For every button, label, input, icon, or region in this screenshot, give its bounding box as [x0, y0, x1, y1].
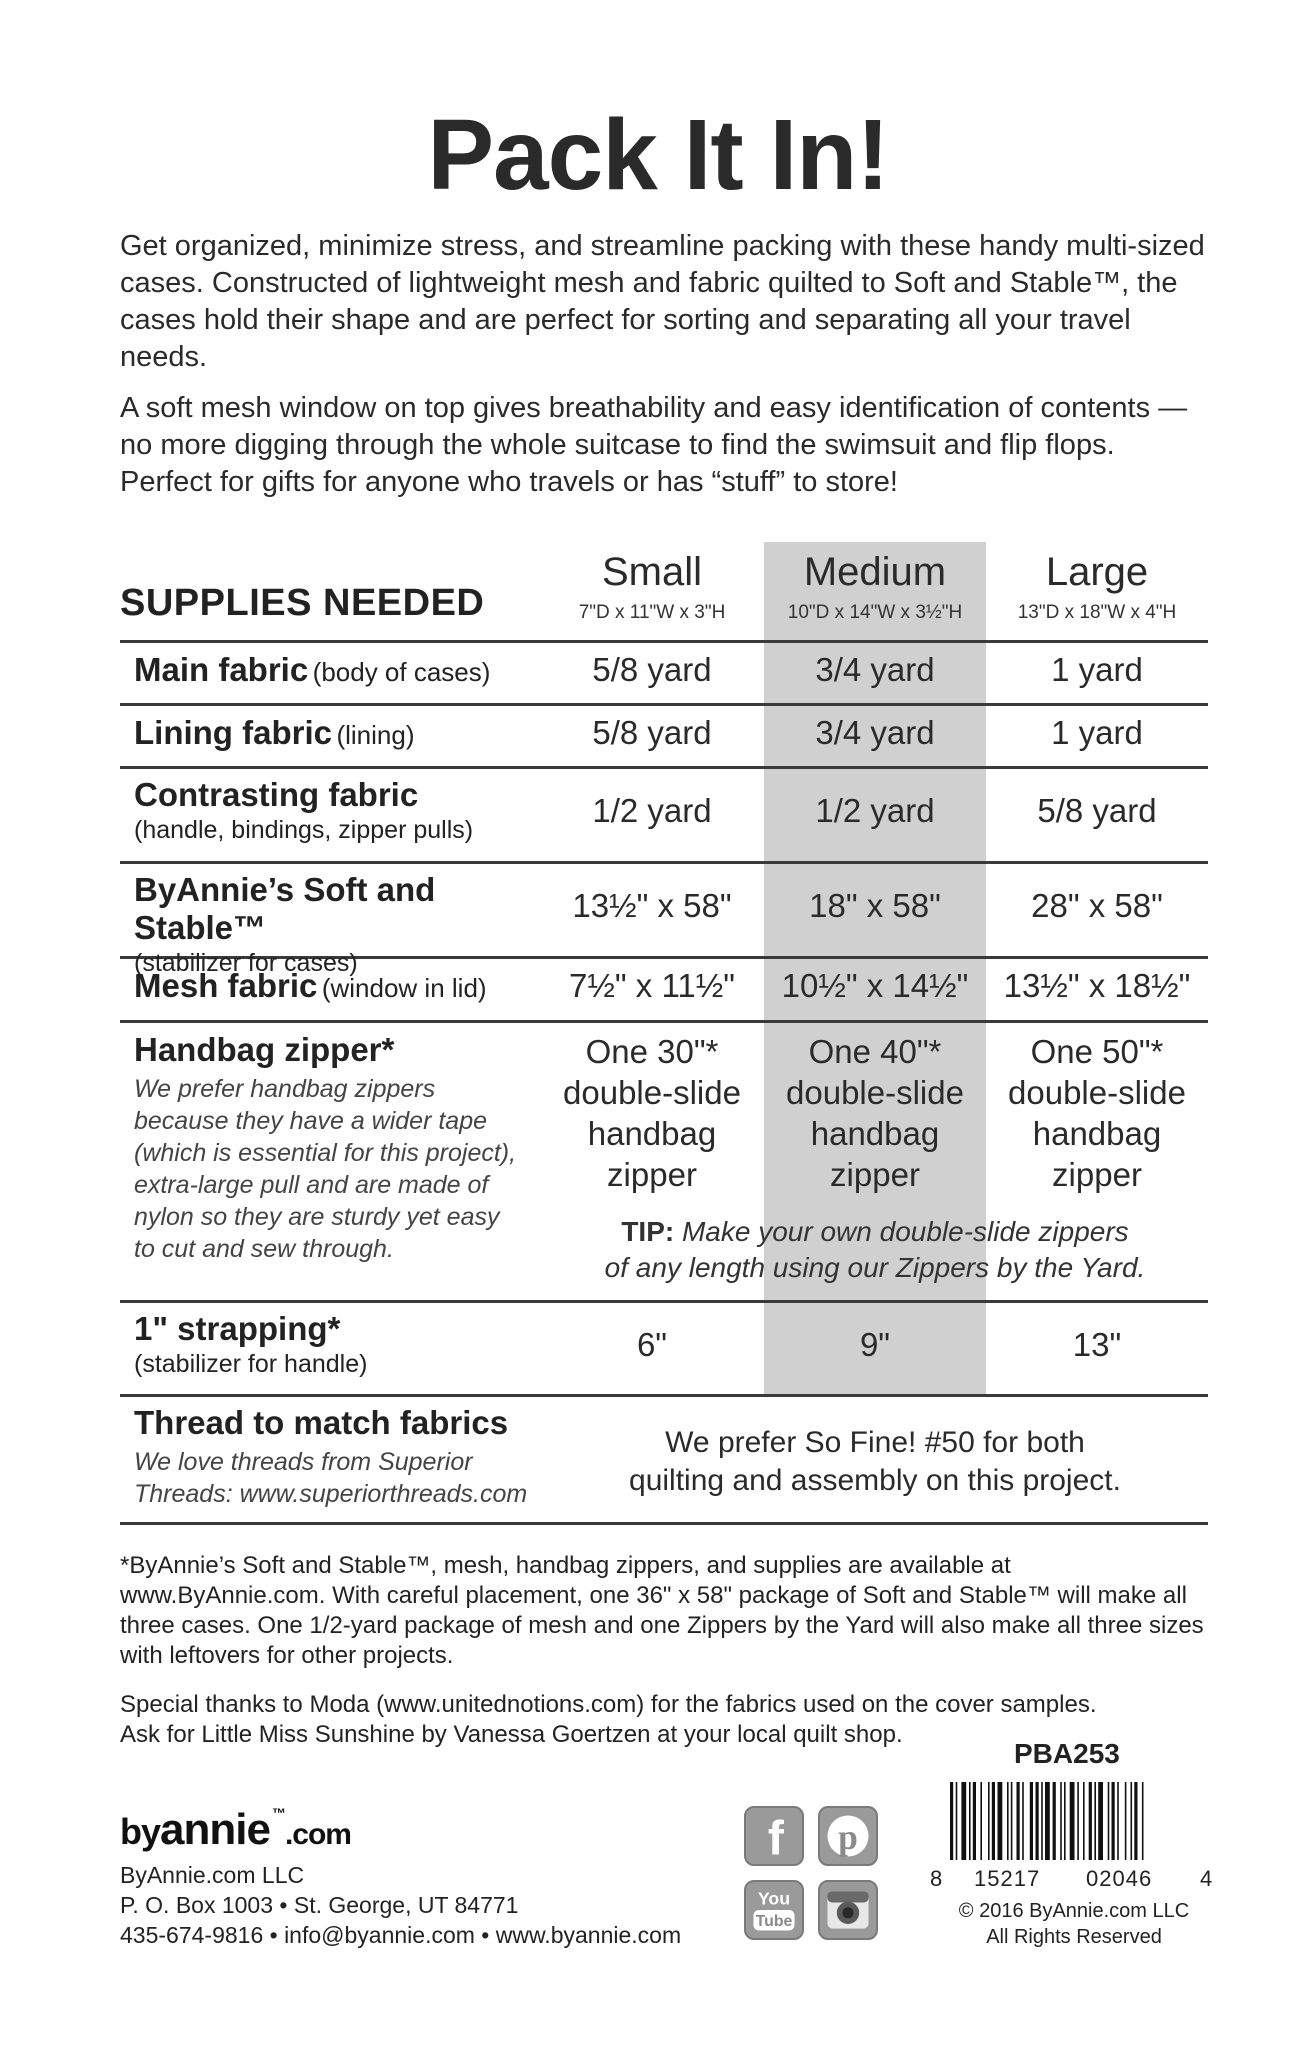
thread-line-1: We prefer So Fine! #50 for both [665, 1426, 1085, 1459]
table-rule [120, 1394, 1208, 1397]
barcode-bar [1053, 1782, 1056, 1860]
cell-contrasting-medium: 1/2 yard [815, 792, 935, 829]
row-label-mesh-fabric [134, 967, 534, 1005]
cell-main-small: 5/8 yard [592, 651, 712, 688]
cell-strapping-large: 13" [1072, 1326, 1122, 1363]
row-label-lining-fabric [134, 714, 534, 752]
youtube-text-top: You [757, 1888, 791, 1909]
copyright-line-2: All Rights Reserved [986, 1926, 1162, 1948]
row-title: 1" strapping* [134, 1310, 341, 1347]
barcode-bar [1098, 1782, 1103, 1860]
barcode-bar [988, 1782, 990, 1860]
table-rule [120, 861, 1208, 864]
barcode-bar [1036, 1782, 1039, 1860]
cell-strapping-small: 6" [636, 1326, 668, 1363]
table-rule [120, 766, 1208, 769]
zipper-line: One 40"* [808, 1033, 942, 1070]
row-label-soft-and-stable [134, 871, 534, 978]
youtube-icon[interactable] [744, 1880, 804, 1940]
cell-contrasting-small: 1/2 yard [592, 792, 712, 829]
logo-annie: annie [160, 1805, 270, 1854]
cell-mesh-large: 13½" x 18½" [1003, 967, 1191, 1004]
table-rule [120, 1522, 1208, 1525]
barcode-bar [1017, 1782, 1020, 1860]
row-label-main-fabric [134, 651, 534, 689]
row-note: (body of cases) [312, 657, 491, 687]
size-dims-medium: 10"D x 14"W x 3½"H [787, 602, 963, 623]
tip-text-line-2: of any length using our Zippers by the Yard. [604, 1252, 1146, 1283]
barcode-bar [992, 1782, 995, 1860]
barcode-bar [956, 1782, 958, 1860]
size-header-large [986, 548, 1208, 624]
zipper-line: handbag [810, 1115, 940, 1152]
row-note-line-1: We love threads from Superior [134, 1448, 473, 1476]
tip-text-line-1: Make your own double-slide zippers [681, 1216, 1129, 1247]
cell-main-medium: 3/4 yard [815, 651, 935, 688]
byannie-logo [120, 1805, 351, 1855]
footnote: *ByAnnie’s Soft and Stable™, mesh, handbag zippers, and supplies are available at www.ByAnnie.com. With careful placement, one 36" x 58" package of Soft and Stable™ will make all three cases. One 1/2-yard package of mesh and one Zippers by the Yard will also make all three sizes with leftovers for other projects. [120, 1552, 1204, 1669]
facebook-icon[interactable] [744, 1806, 804, 1866]
barcode-digit-group: 8 [930, 1866, 944, 1891]
barcode-bar [1022, 1782, 1024, 1860]
pinterest-icon[interactable] [818, 1806, 878, 1866]
barcode-bar [973, 1782, 976, 1860]
row-note: (stabilizer for cases) [134, 949, 358, 977]
address-line-2: P. O. Box 1003 • St. George, UT 84771 [120, 1892, 519, 1918]
supplies-heading: SUPPLIES NEEDED [120, 582, 485, 624]
barcode-bar [980, 1782, 982, 1860]
size-name-large: Large [1045, 550, 1149, 594]
table-rule [120, 1020, 1208, 1023]
barcode-bar [1094, 1782, 1096, 1860]
barcode-bar [1083, 1782, 1085, 1860]
intro-paragraph-2: A soft mesh window on top gives breathability and easy identification of contents — no more digging through the whole suitcase to find the swimsuit and flip flops. Perfect for gifts for anyone who travels or has “stuff” to store! [120, 392, 1188, 498]
row-note: We prefer handbag zippers because they have a wider tape (which is essential for this project), extra-large pull and are made of nylon so they are sturdy yet easy to cut and sew through. [134, 1075, 517, 1263]
zipper-line: handbag [587, 1115, 717, 1152]
thread-line-2: quilting and assembly on this project. [629, 1464, 1121, 1497]
barcode-bar [1030, 1782, 1033, 1860]
zipper-line: zipper [1052, 1156, 1142, 1193]
pinterest-glyph: p [838, 1817, 858, 1858]
cell-contrasting-large: 5/8 yard [1037, 792, 1157, 829]
thanks-line-2: Ask for Little Miss Sunshine by Vanessa Goertzen at your local quilt shop. [120, 1721, 903, 1748]
cell-zipper-large [986, 1031, 1208, 1195]
zipper-tip [560, 1214, 1190, 1286]
barcode-bar [1089, 1782, 1092, 1860]
product-code: PBA253 [1014, 1738, 1120, 1769]
zipper-line: double-slide [786, 1074, 964, 1111]
intro-paragraph-1: Get organized, minimize stress, and streamline packing with these handy multi-sized cases. Constructed of lightweight mesh and fabric quilted to Soft and Stable™, the cases hold their shape and are perfect for sorting and separating all your travel needs. [120, 230, 1205, 373]
row-title: Thread to match fabrics [134, 1404, 509, 1441]
logo-by: by [120, 1811, 161, 1852]
facebook-glyph: f [767, 1811, 784, 1864]
barcode-bar [1131, 1782, 1133, 1860]
row-title: Handbag zipper* [134, 1031, 395, 1068]
copyright [930, 1898, 1218, 1950]
row-note: (handle, bindings, zipper pulls) [134, 816, 474, 844]
thanks-line-1: Special thanks to Moda (www.unitednotions.com) for the fabrics used on the cover samples. [120, 1691, 1097, 1718]
size-dims-small: 7"D x 11"W x 3"H [578, 602, 726, 623]
cell-softstable-medium: 18" x 58" [809, 887, 941, 924]
cell-mesh-small: 7½" x 11½" [569, 967, 735, 1004]
barcode-digit-group: 02046 [1086, 1866, 1153, 1891]
barcode-digit-group: 4 [1200, 1866, 1214, 1891]
barcode-bar [1060, 1782, 1062, 1860]
zipper-line: handbag [1032, 1115, 1162, 1152]
row-title: ByAnnie’s Soft and Stable™ [134, 871, 436, 946]
row-title: Lining fabric [134, 714, 332, 751]
zipper-line: zipper [830, 1156, 920, 1193]
barcode-bar [1011, 1782, 1013, 1860]
row-note-line-2: Threads: www.superiorthreads.com [134, 1480, 528, 1508]
cell-softstable-large: 28" x 58" [1031, 887, 1163, 924]
address-line-3: 435-674-9816 • info@byannie.com • www.byannie.com [120, 1922, 682, 1948]
size-name-medium: Medium [803, 550, 947, 594]
zipper-line: zipper [607, 1156, 697, 1193]
barcode-bar [1041, 1782, 1043, 1860]
barcode-bar [998, 1782, 1003, 1860]
cell-lining-large: 1 yard [1051, 714, 1143, 751]
barcode-bar [1142, 1782, 1144, 1860]
zipper-line: One 30"* [585, 1033, 719, 1070]
cell-strapping-medium: 9" [859, 1326, 891, 1363]
barcode-bar [969, 1782, 971, 1860]
table-rule [120, 640, 1208, 643]
barcode-bar [950, 1782, 953, 1860]
row-label-contrasting-fabric [134, 776, 534, 845]
logo-com: .com [284, 1818, 351, 1851]
size-header-small [540, 548, 764, 624]
company-address [120, 1860, 681, 1950]
barcode-bar [1117, 1782, 1119, 1860]
cell-softstable-small: 13½" x 58" [572, 887, 732, 924]
cell-thread [560, 1424, 1190, 1500]
intro-text [120, 228, 1210, 515]
cell-mesh-medium: 10½" x 14½" [781, 967, 969, 1004]
barcode-bar [1070, 1782, 1075, 1860]
barcode-digit-group: 15217 [974, 1866, 1041, 1891]
row-note: (stabilizer for handle) [134, 1350, 368, 1378]
cell-main-large: 1 yard [1051, 651, 1143, 688]
barcode [948, 1782, 1208, 1860]
barcode-bar [1112, 1782, 1115, 1860]
youtube-text-bottom: Tube [755, 1912, 793, 1930]
tip-label: TIP: [621, 1216, 675, 1247]
page-title: Pack It In! [427, 99, 889, 211]
row-title: Contrasting fabric [134, 776, 419, 813]
barcode-bar [1064, 1782, 1066, 1860]
cell-lining-medium: 3/4 yard [815, 714, 935, 751]
barcode-bar [1108, 1782, 1110, 1860]
logo-tm: ™ [271, 1805, 285, 1821]
zipper-line: One 50"* [1030, 1033, 1164, 1070]
zipper-line: double-slide [563, 1074, 741, 1111]
row-label-thread [134, 1404, 534, 1510]
size-dims-large: 13"D x 18"W x 4"H [1017, 602, 1177, 623]
row-label-strapping [134, 1310, 534, 1379]
instagram-icon[interactable] [818, 1880, 878, 1940]
row-note: (lining) [336, 720, 415, 750]
row-label-handbag-zipper [134, 1031, 534, 1265]
barcode-bar [1007, 1782, 1009, 1860]
table-rule [120, 1300, 1208, 1303]
address-line-1: ByAnnie.com LLC [120, 1862, 305, 1888]
row-title: Mesh fabric [134, 967, 318, 1004]
barcode-bar [1077, 1782, 1079, 1860]
row-note: (window in lid) [321, 973, 487, 1003]
barcode-bar [1045, 1782, 1050, 1860]
barcode-bar [1125, 1782, 1127, 1860]
row-title: Main fabric [134, 651, 309, 688]
cell-zipper-medium [764, 1031, 986, 1195]
table-rule [120, 703, 1208, 706]
zipper-line: double-slide [1008, 1074, 1186, 1111]
copyright-line-1: © 2016 ByAnnie.com LLC [958, 1900, 1190, 1922]
cell-zipper-small [540, 1031, 764, 1195]
cell-lining-small: 5/8 yard [592, 714, 712, 751]
barcode-bar [1134, 1782, 1137, 1860]
size-name-small: Small [601, 550, 703, 594]
size-header-medium [764, 548, 986, 624]
barcode-bar [961, 1782, 966, 1860]
